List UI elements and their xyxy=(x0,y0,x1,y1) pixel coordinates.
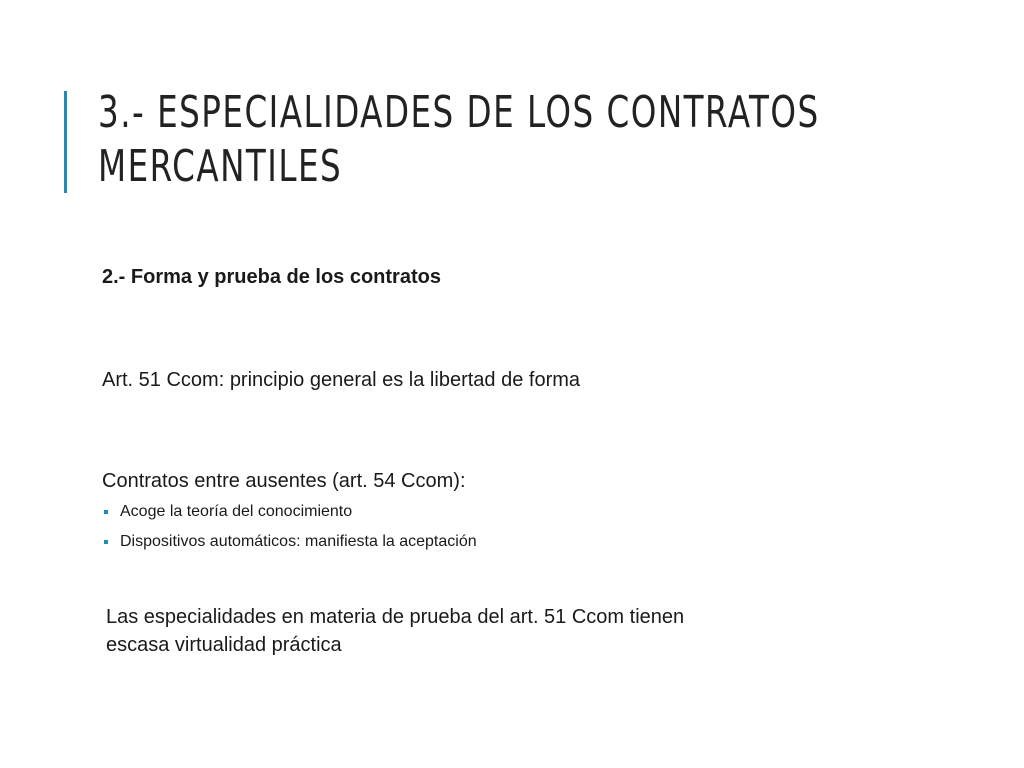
square-bullet-icon xyxy=(104,510,108,514)
slide-title-line-1: 3.- ESPECIALIDADES DE LOS CONTRATOS xyxy=(98,87,820,138)
section-subheading: 2.- Forma y prueba de los contratos xyxy=(102,266,441,288)
bullet-item-text: Acoge la teoría del conocimiento xyxy=(120,503,353,520)
square-bullet-icon xyxy=(104,540,108,544)
slide-title xyxy=(98,86,820,194)
absent-contracts-heading: Contratos entre ausentes (art. 54 Ccom): xyxy=(102,470,466,492)
bullet-item-text: Dispositivos automáticos: manifiesta la aceptación xyxy=(120,533,477,550)
title-accent-bar xyxy=(64,91,67,193)
slide-title-line-2: MERCANTILES xyxy=(98,141,343,192)
bullet-item xyxy=(102,502,477,532)
art51-principle-text: Art. 51 Ccom: principio general es la libertad de forma xyxy=(102,369,581,391)
conclusion-text xyxy=(106,603,926,659)
bullet-item xyxy=(102,532,477,562)
conclusion-line-2: escasa virtualidad práctica xyxy=(106,634,342,656)
absent-contracts-bullet-list xyxy=(102,502,477,562)
conclusion-line-1: Las especialidades en materia de prueba del art. 51 Ccom tienen xyxy=(106,606,685,628)
